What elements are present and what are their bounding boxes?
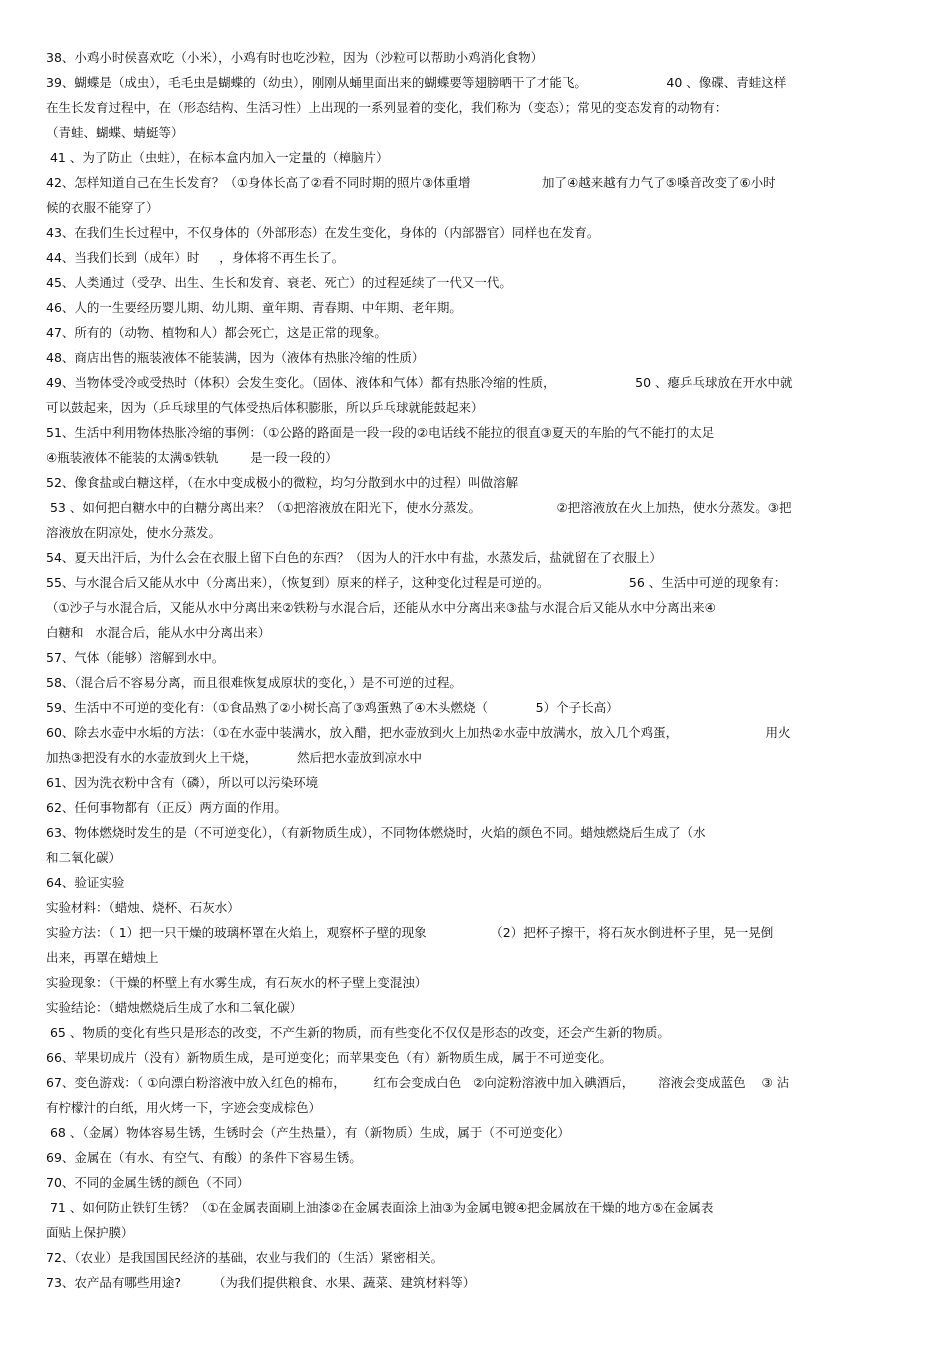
text-line: 39、蝴蝶是（成虫），毛毛虫是蝴蝶的（幼虫），刚刚从蛹里面出来的蝴蝶要等翅膀晒干了才能飞。 40 、像碟、青蛙这样 — [46, 75, 787, 90]
text-line: 54、夏天出汗后，为什么会在衣服上留下白色的东西？（因为人的汗水中有盐，水蒸发后，盐就留在了衣服上） — [46, 550, 662, 565]
text-line: 出来，再罩在蜡烛上 — [46, 950, 159, 965]
text-line: 可以鼓起来，因为（乒乓球里的气体受热后体积膨胀，所以乒乓球就能鼓起来） — [46, 400, 484, 415]
text-line: 溶液放在阴凉处，使水分蒸发。 — [46, 525, 222, 540]
text-line: 41 、为了防止（虫蛀），在标本盒内加入一定量的（樟脑片） — [46, 150, 389, 165]
text-line: ④瓶装液体不能装的太满⑤铁轨 是一段一段的） — [46, 450, 338, 465]
text-line: （青蛙、蝴蝶、蜻蜓等） — [46, 125, 184, 140]
text-line: 加热③把没有水的水壶放到火上干烧， 然后把水壶放到凉水中 — [46, 750, 422, 765]
text-line: 实验材料：（蜡烛、烧杯、石灰水） — [46, 900, 240, 915]
text-line: 和二氧化碳） — [46, 850, 122, 865]
text-line: 白糖和 水混合后，能从水中分离出来） — [46, 625, 271, 640]
text-line: 48、商店出售的瓶装液体不能装满，因为（液体有热胀冷缩的性质） — [46, 350, 425, 365]
text-line: 52、像食盐或白糖这样，（在水中变成极小的微粒，均匀分散到水中的过程）叫做溶解 — [46, 475, 519, 490]
text-line: 45、人类通过（受孕、出生、生长和发育、衰老、死亡）的过程延续了一代又一代。 — [46, 275, 512, 290]
text-line: 43、在我们生长过程中，不仅身体的（外部形态）在发生变化，身体的（内部器官）同样也在发育。 — [46, 225, 600, 240]
text-line: 58、（混合后不容易分离，而且很难恢复成原状的变化，）是不可逆的过程。 — [46, 675, 462, 690]
text-line: 55、与水混合后又能从水中（分离出来），（恢复到）原来的样子，这种变化过程是可逆的。 56 、生活中可逆的现象有： — [46, 575, 787, 590]
text-line: 49、当物体受冷或受热时（体积）会发生变化。（固体、液体和气体）都有热胀冷缩的性质， 50 、瘪乒乓球放在开水中就 — [46, 375, 793, 390]
text-line: 51、生活中利用物体热胀冷缩的事例：（①公路的路面是一段一段的②电话线不能拉的很直③夏天的车胎的气不能打的太足 — [46, 425, 715, 440]
text-line: 60、除去水壶中水垢的方法：（①在水壶中装满水，放入醋，把水壶放到火上加热②水壶中放满水，放入几个鸡蛋， 用火 — [46, 725, 791, 740]
text-line: 59、生活中不可逆的变化有：（①食品熟了②小树长高了③鸡蛋熟了④木头燃烧（ 5）个子长高） — [46, 700, 619, 715]
text-line: 46、人的一生要经历婴儿期、幼儿期、童年期、青春期、中年期、老年期。 — [46, 300, 462, 315]
text-line: 69、金属在（有水、有空气、有酸）的条件下容易生锈。 — [46, 1150, 362, 1165]
text-line: 实验现象：（干燥的杯壁上有水雾生成，有石灰水的杯子壁上变混浊） — [46, 975, 428, 990]
text-line: 面贴上保护膜） — [46, 1225, 134, 1240]
text-line: 71 、如何防止铁钉生锈？（①在金属表面刷上油漆②在金属表面涂上油③为金属电镀④把金属放在干燥的地方⑤在金属表 — [46, 1200, 714, 1215]
text-line: 候的衣服不能穿了） — [46, 200, 159, 215]
text-line: 38、小鸡小时侯喜欢吃（小米），小鸡有时也吃沙粒，因为（沙粒可以帮助小鸡消化食物） — [46, 50, 544, 65]
text-line: 实验方法：（ 1）把一只干燥的玻璃杯罩在火焰上，观察杯子壁的现象 （2）把杯子擦干，将石灰水倒进杯子里，晃一晃倒 — [46, 925, 774, 940]
text-line: 62、任何事物都有（正反）两方面的作用。 — [46, 800, 287, 815]
text-line: 53 、如何把白糖水中的白糖分离出来？（①把溶液放在阳光下，使水分蒸发。 ②把溶液放在火上加热，使水分蒸发。③把 — [46, 500, 792, 515]
text-line: 在生长发育过程中，在（形态结构、生活习性）上出现的一系列显着的变化，我们称为（变态）；常见的变态发育的动物有： — [46, 100, 728, 115]
text-line: （①沙子与水混合后，又能从水中分离出来②铁粉与水混合后，还能从水中分离出来③盐与水混合后又能从水中分离出来④ — [46, 600, 716, 615]
text-line: 65 、物质的变化有些只是形态的改变，不产生新的物质，而有些变化不仅仅是形态的改变，还会产生新的物质。 — [46, 1025, 670, 1040]
text-line: 64、验证实验 — [46, 875, 125, 890]
text-line: 66、苹果切成片（没有）新物质生成，是可逆变化；而苹果变色（有）新物质生成，属于不可逆变化。 — [46, 1050, 612, 1065]
text-line: 68 、（金属）物体容易生锈，生锈时会（产生热量），有（新物质）生成，属于（不可逆变化） — [46, 1125, 570, 1140]
text-line: 73、农产品有哪些用途? （为我们提供粮食、水果、蔬菜、建筑材料等） — [46, 1275, 476, 1290]
text-line: 67、变色游戏：（ ①向漂白粉溶液中放入红色的棉布， 红布会变成白色 ②向淀粉溶液中加入碘酒后， 溶液会变成蓝色 ③ 沾 — [46, 1075, 790, 1090]
text-line: 实验结论：（蜡烛燃烧后生成了水和二氧化碳） — [46, 1000, 303, 1015]
text-line: 70、不同的金属生锈的颜色（不同） — [46, 1175, 250, 1190]
text-line: 42、怎样知道自己在生长发育？（①身体长高了②看不同时期的照片③体重增 加了④越来越有力气了⑤嗓音改变了⑥小时 — [46, 175, 776, 190]
text-line: 47、所有的（动物、植物和人）都会死亡，这是正常的现象。 — [46, 325, 387, 340]
text-line: 44、当我们长到（成年）时 ，身体将不再生长了。 — [46, 250, 345, 265]
text-line: 有柠檬汁的白纸，用火烤一下，字迹会变成棕色） — [46, 1100, 322, 1115]
text-line: 61、因为洗衣粉中含有（磷），所以可以污染环境 — [46, 775, 319, 790]
text-line: 63、物体燃烧时发生的是（不可逆变化），（有新物质生成），不同物体燃烧时，火焰的颜色不同。蜡烛燃烧后生成了（水 — [46, 825, 706, 840]
text-line: 57、气体（能够）溶解到水中。 — [46, 650, 225, 665]
text-line: 72、（农业）是我国国民经济的基础，农业与我们的（生活）紧密相关。 — [46, 1250, 444, 1265]
